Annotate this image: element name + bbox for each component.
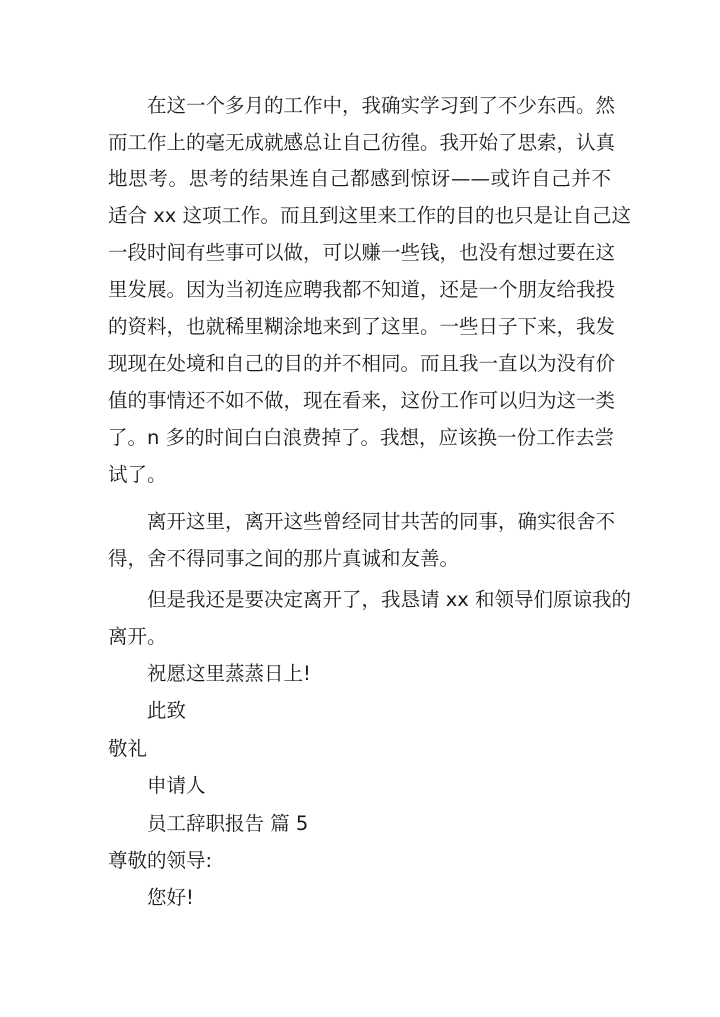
- paragraph-1-line-6: 里发展。因为当初连应聘我都不知道，还是一个朋友给我投: [108, 278, 616, 301]
- paragraph-3-line-1: 但是我还是要决定离开了，我恳请 xx 和领导们原谅我的: [147, 588, 631, 611]
- signature-applicant: 申请人: [147, 774, 206, 797]
- paragraph-1-line-10: 了。n 多的时间白白浪费掉了。我想，应该换一份工作去尝: [108, 426, 615, 449]
- paragraph-2-line-2: 得，舍不得同事之间的那片真诚和友善。: [108, 547, 460, 570]
- paragraph-2-line-1: 离开这里，离开这些曾经同甘共苦的同事，确实很舍不: [147, 510, 616, 533]
- closing-ci-zhi: 此致: [147, 699, 187, 722]
- blessing-line: 祝愿这里蒸蒸日上!: [147, 662, 311, 685]
- closing-jing-li: 敬礼: [108, 737, 148, 760]
- paragraph-1-line-4: 适合 xx 这项工作。而且到这里来工作的目的也只是让自己这: [108, 204, 631, 227]
- paragraph-1-line-2: 而工作上的毫无成就感总让自己彷徨。我开始了思索，认真: [108, 131, 616, 154]
- paragraph-1-line-3: 地思考。思考的结果连自己都感到惊讶——或许自己并不: [108, 167, 611, 190]
- paragraph-1-line-8: 现现在处境和自己的目的并不相同。而且我一直以为没有价: [108, 352, 616, 375]
- paragraph-3-line-2: 离开。: [108, 625, 167, 648]
- salutation: 尊敬的领导:: [108, 849, 213, 872]
- section-title: 员工辞职报告 篇 5: [147, 812, 309, 835]
- paragraph-1-line-1: 在这一个多月的工作中，我确实学习到了不少东西。然: [147, 94, 616, 117]
- paragraph-1-line-9: 值的事情还不如不做，现在看来，这份工作可以归为这一类: [108, 389, 616, 412]
- paragraph-1-line-7: 的资料，也就稀里糊涂地来到了这里。一些日子下来，我发: [108, 315, 616, 338]
- greeting: 您好!: [147, 886, 194, 909]
- paragraph-1-line-5: 一段时间有些事可以做，可以赚一些钱，也没有想过要在这: [108, 241, 616, 264]
- paragraph-1-line-11: 试了。: [108, 463, 167, 486]
